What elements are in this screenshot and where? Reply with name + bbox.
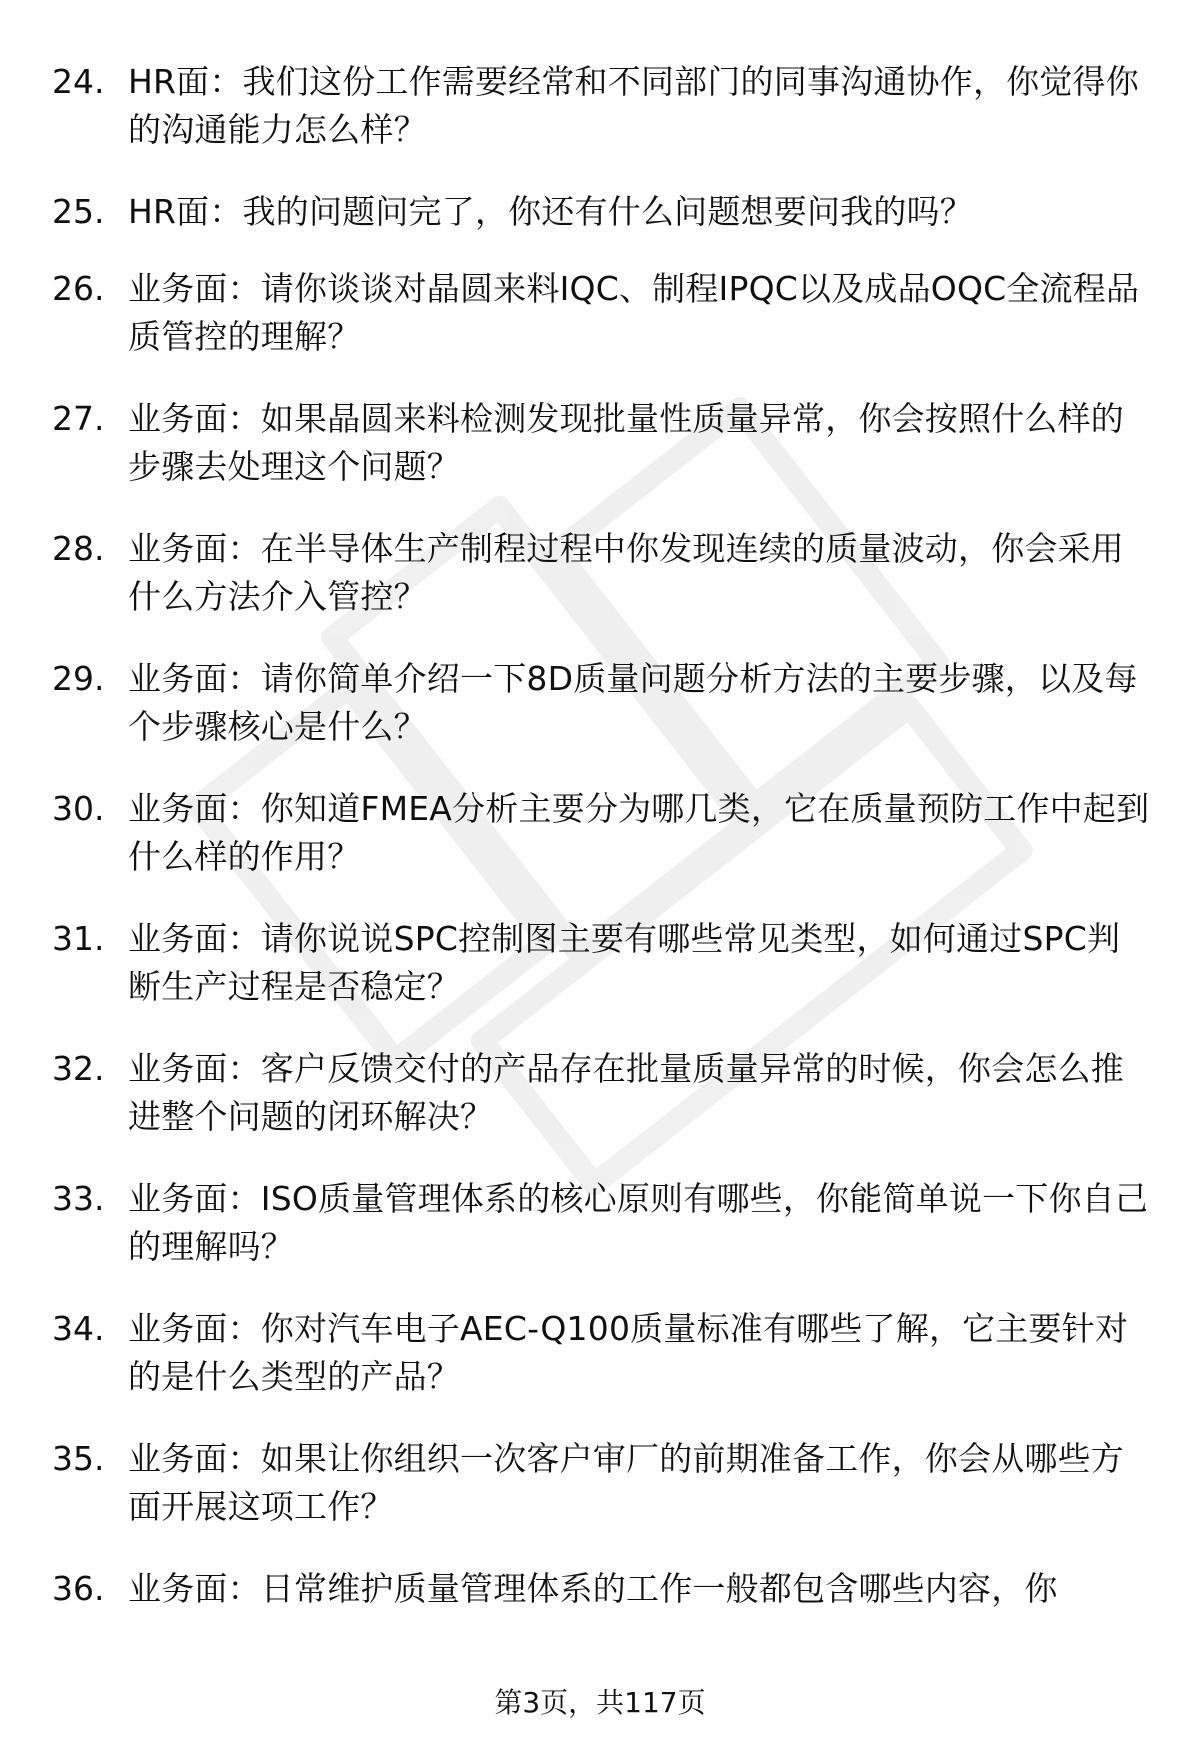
question-text: 业务面：如果让你组织一次客户审厂的前期准备工作，你会从哪些方面开展这项工作？ xyxy=(128,1439,1124,1526)
question-item xyxy=(0,58,1200,188)
question-item xyxy=(0,525,1200,655)
question-text: 业务面：在半导体生产制程过程中你发现连续的质量波动，你会采用什么方法介入管控？ xyxy=(128,529,1124,616)
question-number: 33. xyxy=(52,1179,105,1218)
question-number: 36. xyxy=(52,1569,105,1608)
question-text: HR面：我们这份工作需要经常和不同部门的同事沟通协作，你觉得你的沟通能力怎么样？ xyxy=(128,62,1139,149)
question-item xyxy=(0,1435,1200,1565)
question-number: 30. xyxy=(52,789,105,828)
question-item xyxy=(0,1565,1200,1625)
question-item xyxy=(0,915,1200,1045)
question-text: 业务面：客户反馈交付的产品存在批量质量异常的时候，你会怎么推进整个问题的闭环解决？ xyxy=(128,1049,1124,1136)
question-number: 32. xyxy=(52,1049,105,1088)
question-item xyxy=(0,785,1200,915)
question-text: 业务面：请你说说SPC控制图主要有哪些常见类型，如何通过SPC判断生产过程是否稳定？ xyxy=(128,919,1121,1006)
question-list xyxy=(0,58,1200,1625)
question-number: 31. xyxy=(52,919,105,958)
question-text: 业务面：请你简单介绍一下8D质量问题分析方法的主要步骤，以及每个步骤核心是什么？ xyxy=(128,659,1138,746)
question-number: 28. xyxy=(52,529,105,568)
question-text: 业务面：日常维护质量管理体系的工作一般都包含哪些内容，你 xyxy=(128,1569,1058,1608)
question-number: 34. xyxy=(52,1309,105,1348)
question-item xyxy=(0,265,1200,395)
question-number: 24. xyxy=(52,62,105,101)
question-item xyxy=(0,188,1200,265)
question-text: 业务面：你对汽车电子AEC-Q100质量标准有哪些了解，它主要针对的是什么类型的产品？ xyxy=(128,1309,1129,1396)
question-text: 业务面：ISO质量管理体系的核心原则有哪些，你能简单说一下你自己的理解吗？ xyxy=(128,1179,1149,1266)
question-text: 业务面：你知道FMEA分析主要分为哪几类，它在质量预防工作中起到什么样的作用？ xyxy=(128,789,1150,876)
question-text: 业务面：请你谈谈对晶圆来料IQC、制程IPQC以及成品OQC全流程品质管控的理解？ xyxy=(128,269,1140,356)
page-footer: 第3页，共117页 xyxy=(494,1686,706,1719)
question-item xyxy=(0,1305,1200,1435)
question-text: 业务面：如果晶圆来料检测发现批量性质量异常，你会按照什么样的步骤去处理这个问题？ xyxy=(128,399,1124,486)
question-number: 26. xyxy=(52,269,105,308)
question-item xyxy=(0,1175,1200,1305)
question-text: HR面：我的问题问完了，你还有什么问题想要问我的吗？ xyxy=(128,192,973,231)
question-item xyxy=(0,1045,1200,1175)
question-number: 27. xyxy=(52,399,105,438)
question-number: 35. xyxy=(52,1439,105,1478)
question-number: 25. xyxy=(52,192,105,231)
question-item xyxy=(0,655,1200,785)
question-item xyxy=(0,395,1200,525)
question-number: 29. xyxy=(52,659,105,698)
